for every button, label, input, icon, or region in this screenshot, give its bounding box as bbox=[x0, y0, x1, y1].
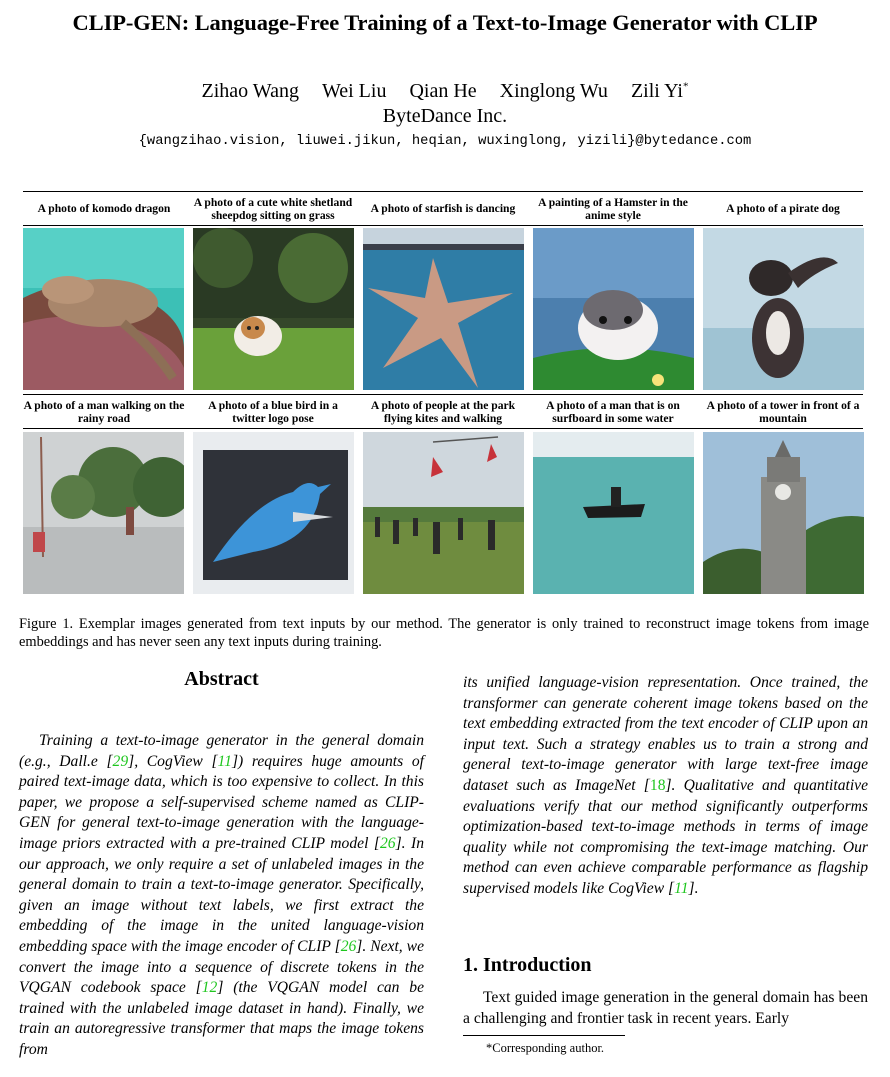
generated-image-tower bbox=[703, 432, 864, 594]
author-name: Zihao Wang bbox=[201, 80, 299, 102]
citation-link[interactable]: 11 bbox=[217, 752, 232, 770]
citation-link[interactable]: 11 bbox=[674, 879, 689, 897]
generated-image-surfboard bbox=[533, 432, 694, 594]
generated-image-hamster bbox=[533, 228, 694, 390]
generated-image-kites bbox=[363, 432, 524, 594]
author-name: Wei Liu bbox=[321, 80, 387, 102]
author-name: Xinglong Wu bbox=[499, 80, 608, 102]
author-emails: {wangzihao.vision, liuwei.jikun, heqian, wuxinglong, yizili}@bytedance.com bbox=[138, 134, 752, 149]
author-name: Qian He bbox=[409, 80, 477, 102]
introduction-heading: 1. Introduction bbox=[463, 954, 592, 976]
introduction-body: Text guided image generation in the general domain has been a challenging and frontier task in recent years. Early bbox=[463, 989, 868, 1027]
figure-caption: Figure 1. Exemplar images generated from text inputs by our method. The generator is only trained to reconstruct image tokens from image embeddings and has never seen any text inputs during training. bbox=[19, 616, 869, 650]
paper-title: CLIP-GEN: Language-Free Training of a Text-to-Image Generator with CLIP bbox=[72, 10, 818, 35]
abstract-body: Training a text-to-image generator in the general domain (e.g., Dall.e [29], CogView [11]) requires huge amounts of paired text-image data, which is too expensive to collect. In this paper, we propose a self-supervised scheme named as CLIP-GEN for general text-to-image generation with the language-image priors extracted with a pre-trained CLIP model [26]. In our approach, we only require a set of unlabeled images in the general domain to train a text-to-image generator. Specifically, given an image without text labels, we first extract the embedding of the image in the united language-vision embedding space with the image encoder of CLIP [26]. Next, we convert the image into a sequence of discrete tokens in the VQGAN codebook space [12] (the VQGAN model can be trained with the unlabeled image dataset in hand). Finally, we train an autoregressive transformer that maps the image tokens from bbox=[19, 732, 425, 1058]
author-name: Zili Yi* bbox=[630, 80, 689, 102]
figure-header-rule-2 bbox=[23, 428, 863, 429]
figure-caption-hamster: A painting of a Hamster in the anime style bbox=[538, 195, 688, 222]
generated-image-sheepdog bbox=[193, 228, 354, 390]
citation-link[interactable]: 29 bbox=[112, 752, 129, 770]
author-list bbox=[0, 80, 890, 103]
generated-image-rainy-road bbox=[23, 432, 184, 594]
generated-image-starfish bbox=[363, 228, 524, 390]
generated-image-pirate-dog bbox=[703, 228, 864, 390]
figure-caption-starfish: A photo of starfish is dancing bbox=[370, 202, 516, 215]
generated-image-blue-bird bbox=[193, 432, 354, 594]
abstract-body-continued: its unified language-vision representation. Once trained, the transformer can generate coherent image tokens based on the text embedding extracted from the text encoder of CLIP upon an input text. Such a strategy enables us to train a strong and general text-to-image generator with large text-free image dataset such as ImageNet [18]. Qualitative and quantitative evaluations verify that our method significantly outperforms optimization-based text-to-image methods in terms of image quality while not compromising the text-image matching. Our method can even achieve comparable performance as flagship supervised models like CogView [11]. bbox=[463, 674, 869, 897]
citation-link[interactable]: 26 bbox=[340, 937, 357, 955]
figure-caption-komodo: A photo of komodo dragon bbox=[37, 202, 171, 215]
citation-link[interactable]: 12 bbox=[201, 979, 218, 997]
figure-caption-rainy-road: A photo of a man walking on the rainy road bbox=[23, 399, 185, 425]
generated-image-komodo bbox=[23, 228, 184, 390]
citation-link[interactable]: 26 bbox=[379, 834, 396, 852]
footnote: *Corresponding author. bbox=[486, 1041, 605, 1055]
affiliation: ByteDance Inc. bbox=[382, 105, 508, 127]
footnote-rule bbox=[463, 1035, 625, 1036]
figure-caption-kites: A photo of people at the park flying kites and walking bbox=[370, 399, 516, 425]
figure-caption-pirate-dog: A photo of a pirate dog bbox=[726, 202, 840, 215]
figure-header-rule bbox=[23, 225, 863, 226]
figure-1 bbox=[23, 191, 863, 596]
figure-middle-rule bbox=[23, 394, 863, 395]
figure-caption-blue-bird: A photo of a blue bird in a twitter logo pose bbox=[208, 399, 338, 425]
figure-caption-surfboard: A photo of a man that is on surfboard in some water bbox=[546, 399, 680, 425]
citation-link[interactable]: 18 bbox=[649, 776, 666, 794]
figure-caption-sheepdog: A photo of a cute white shetland sheepdog sitting on grass bbox=[193, 195, 353, 222]
figure-caption-tower: A photo of a tower in front of a mountain bbox=[706, 399, 860, 425]
abstract-heading: Abstract bbox=[184, 668, 259, 690]
